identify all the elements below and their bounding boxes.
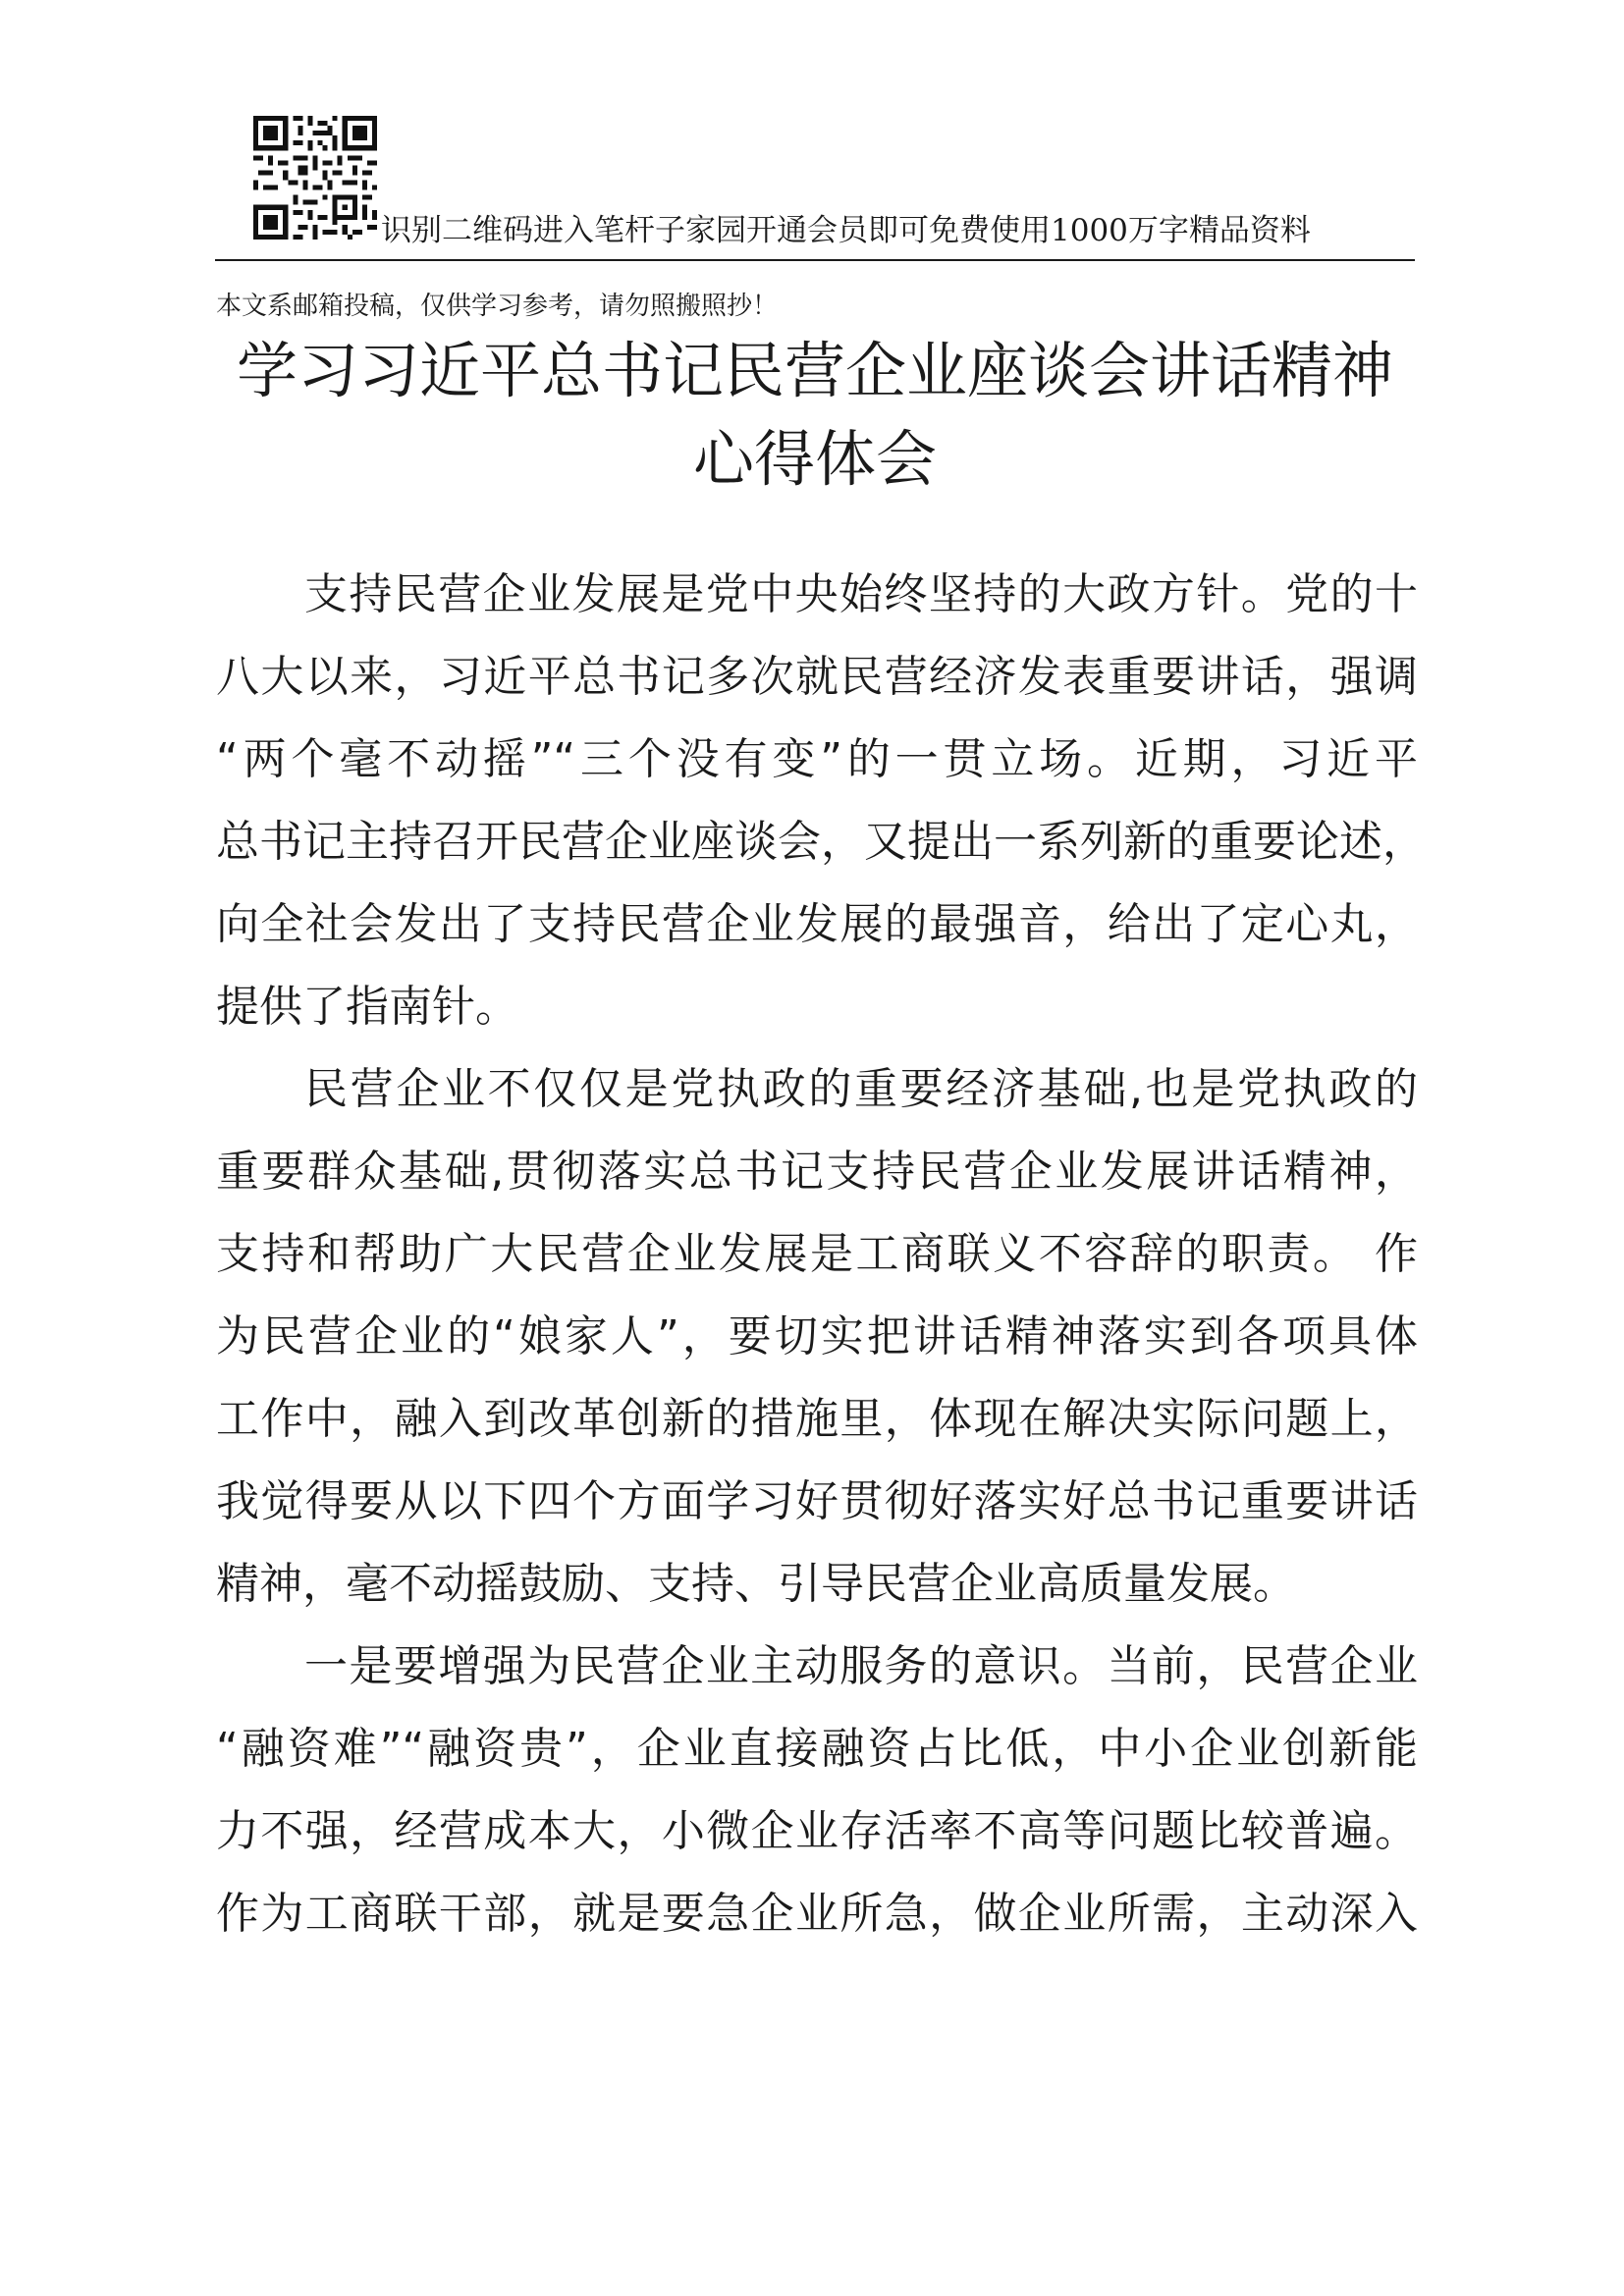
body-text-line: 力不强，经营成本大，小微企业存活率不高等问题比较普遍。 bbox=[216, 1806, 1418, 1856]
body-text-line: 民营企业不仅仅是党执政的重要经济基础,也是党执政的 bbox=[304, 1064, 1418, 1114]
body-text-line: 重要群众基础,贯彻落实总书记支持民营企业发展讲话精神， bbox=[216, 1147, 1418, 1197]
body-text-line: 八大以来，习近平总书记多次就民营经济发表重要讲话，强调 bbox=[216, 652, 1418, 702]
body-text-line: 支持民营企业发展是党中央始终坚持的大政方针。党的十 bbox=[304, 569, 1418, 619]
body-text-line: 精神，毫不动摇鼓励、支持、引导民营企业高质量发展。 bbox=[216, 1559, 1296, 1609]
body-text-line: “融资难”“融资贵”，企业直接融资占比低，中小企业创新能 bbox=[216, 1724, 1418, 1774]
submission-notice: 本文系邮箱投稿，仅供学习参考，请勿照搬照抄！ bbox=[216, 292, 779, 321]
body-text-line: “两个毫不动摇”“三个没有变”的一贯立场。近期，习近平 bbox=[216, 734, 1418, 784]
header-divider bbox=[215, 259, 1415, 261]
body-text-line: 作为工商联干部，就是要急企业所急，做企业所需，主动深入 bbox=[216, 1889, 1418, 1939]
header-slogan: 识别二维码进入笔杆子家园开通会员即可免费使用1000万字精品资料 bbox=[381, 213, 1311, 248]
body-text-line: 为民营企业的“娘家人”，要切实把讲话精神落实到各项具体 bbox=[216, 1311, 1418, 1362]
document-title-line-1: 学习习近平总书记民营企业座谈会讲话精神 bbox=[236, 335, 1393, 406]
qr-code-icon[interactable] bbox=[253, 116, 377, 240]
body-text-line: 支持和帮助广大民营企业发展是工商联义不容辞的职责。 作 bbox=[216, 1229, 1418, 1279]
body-text-line: 我觉得要从以下四个方面学习好贯彻好落实好总书记重要讲话 bbox=[216, 1476, 1418, 1526]
body-text-line: 总书记主持召开民营企业座谈会，又提出一系列新的重要论述， bbox=[216, 817, 1426, 867]
body-text-line: 一是要增强为民营企业主动服务的意识。当前，民营企业 bbox=[304, 1641, 1418, 1691]
body-text-line: 提供了指南针。 bbox=[216, 982, 518, 1032]
body-text-line: 工作中，融入到改革创新的措施里，体现在解决实际问题上， bbox=[216, 1394, 1418, 1444]
body-text-line: 向全社会发出了支持民营企业发展的最强音，给出了定心丸， bbox=[216, 899, 1418, 949]
document-title-line-2: 心得体会 bbox=[692, 423, 937, 495]
